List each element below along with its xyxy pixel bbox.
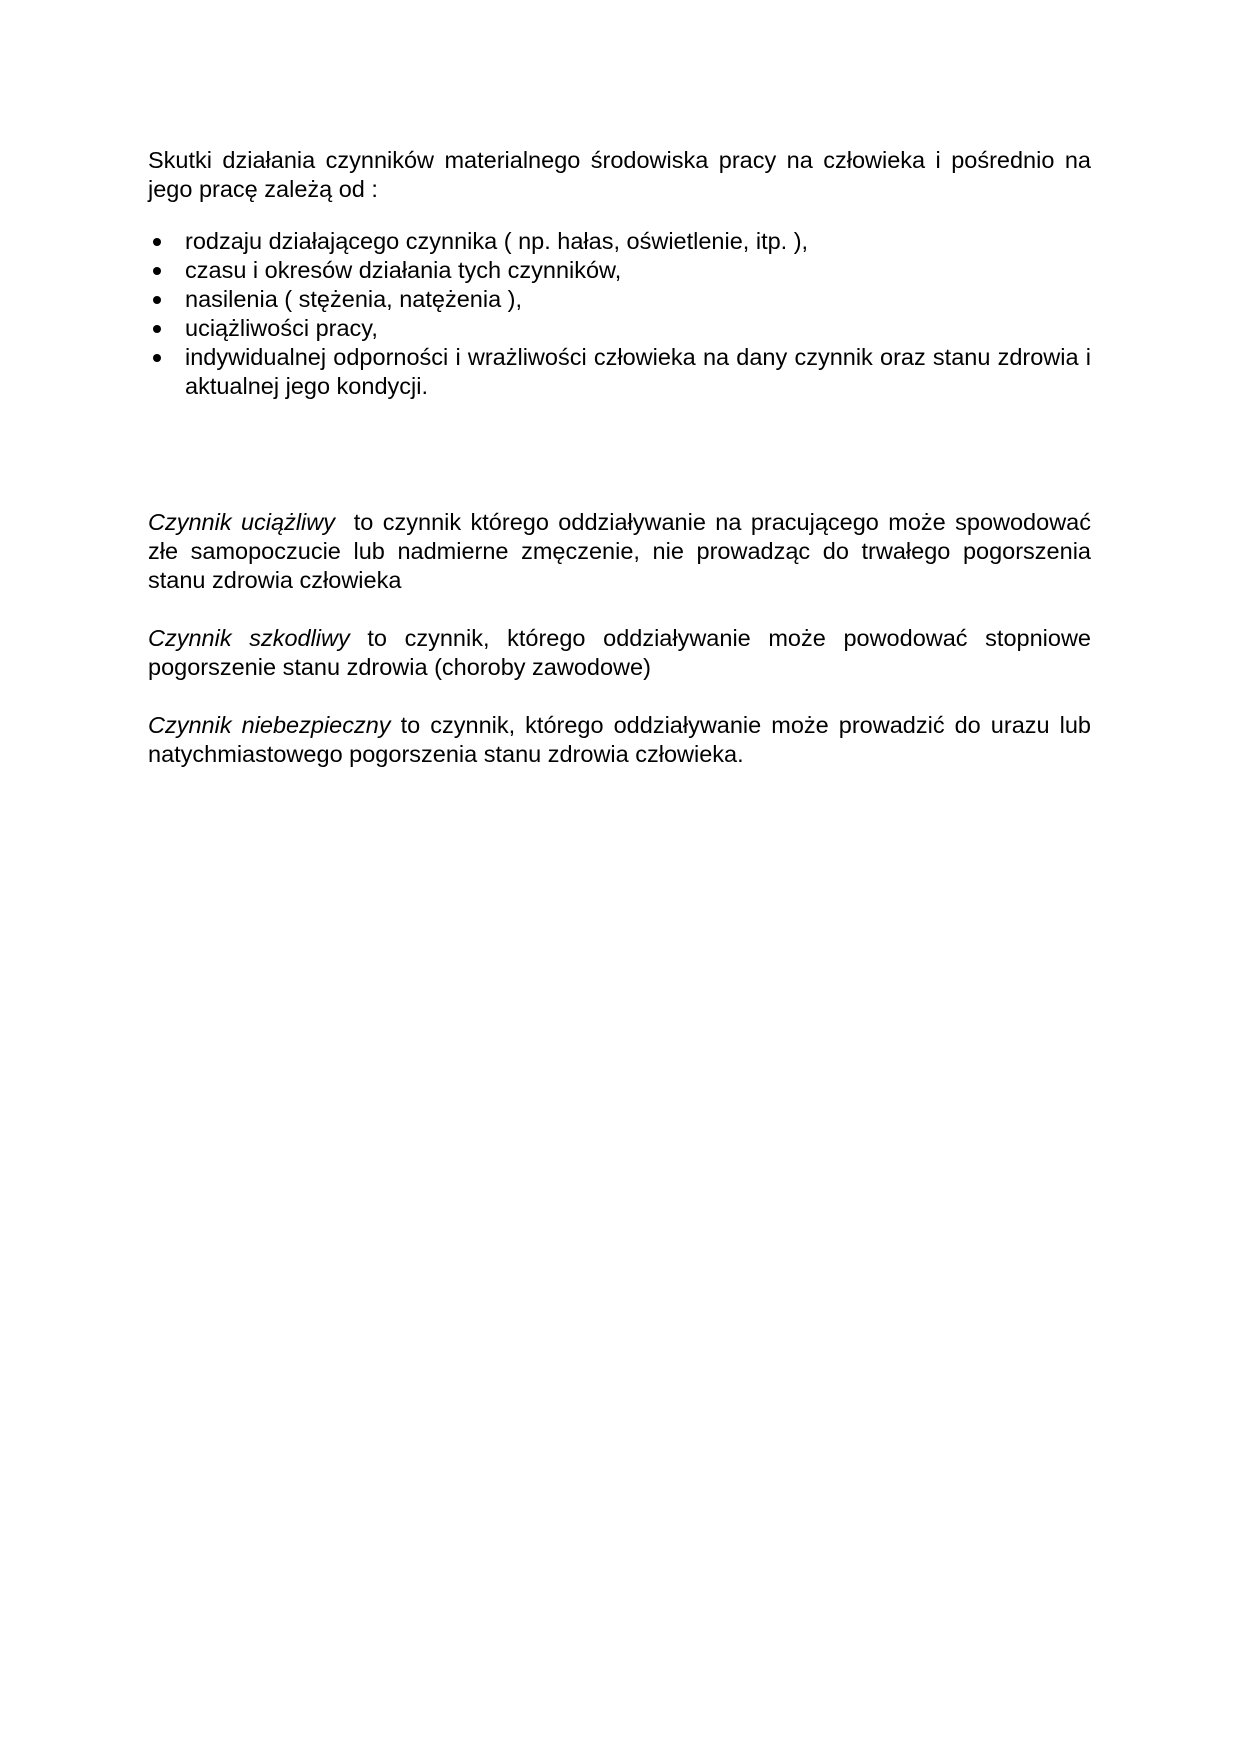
list-item-text: rodzaju działającego czynnika ( np. hałas, oświetlenie, itp. ),	[185, 228, 809, 254]
list-item-text: czasu i okresów działania tych czynników,	[185, 257, 622, 283]
definition-paragraph	[148, 711, 1098, 769]
factors-list	[148, 227, 1091, 401]
list-item	[148, 343, 1091, 401]
definition-text: to czynnik którego oddziaływanie na pracującego może spowodować złe samopoczucie lub nadmierne zmęczenie, nie prowadząc do trwałego pogorszenia stanu zdrowia człowieka	[148, 509, 1098, 593]
definition-term: Czynnik niebezpieczny	[148, 712, 391, 738]
list-item	[148, 285, 1091, 314]
definitions-section	[148, 508, 1098, 769]
document-content	[148, 146, 1098, 798]
bullet-icon	[153, 238, 161, 246]
list-item-text: nasilenia ( stężenia, natężenia ),	[185, 286, 523, 312]
list-item	[148, 314, 1091, 343]
list-item-text: indywidualnej odporności i wrażliwości człowieka na dany czynnik oraz stanu zdrowia i aktualnej jego kondycji.	[185, 344, 1091, 399]
definition-paragraph	[148, 508, 1098, 595]
bullet-icon	[153, 296, 161, 304]
bullet-icon	[153, 267, 161, 275]
definition-text: to czynnik, którego oddziaływanie może prowadzić do urazu lub natychmiastowego pogorszenia stanu zdrowia człowieka.	[148, 712, 1098, 767]
definition-text: to czynnik, którego oddziaływanie może powodować stopniowe pogorszenie stanu zdrowia (choroby zawodowe)	[148, 625, 1098, 680]
bullet-icon	[153, 354, 161, 362]
list-item-text: uciążliwości pracy,	[185, 315, 378, 341]
definition-paragraph	[148, 624, 1098, 682]
definition-term: Czynnik uciążliwy	[148, 509, 335, 535]
list-item	[148, 227, 1091, 256]
intro-paragraph: Skutki działania czynników materialnego środowiska pracy na człowieka i pośrednio na jego pracę zależą od :	[148, 147, 1091, 202]
list-item	[148, 256, 1091, 285]
bullet-icon	[153, 325, 161, 333]
definition-term: Czynnik szkodliwy	[148, 625, 350, 651]
